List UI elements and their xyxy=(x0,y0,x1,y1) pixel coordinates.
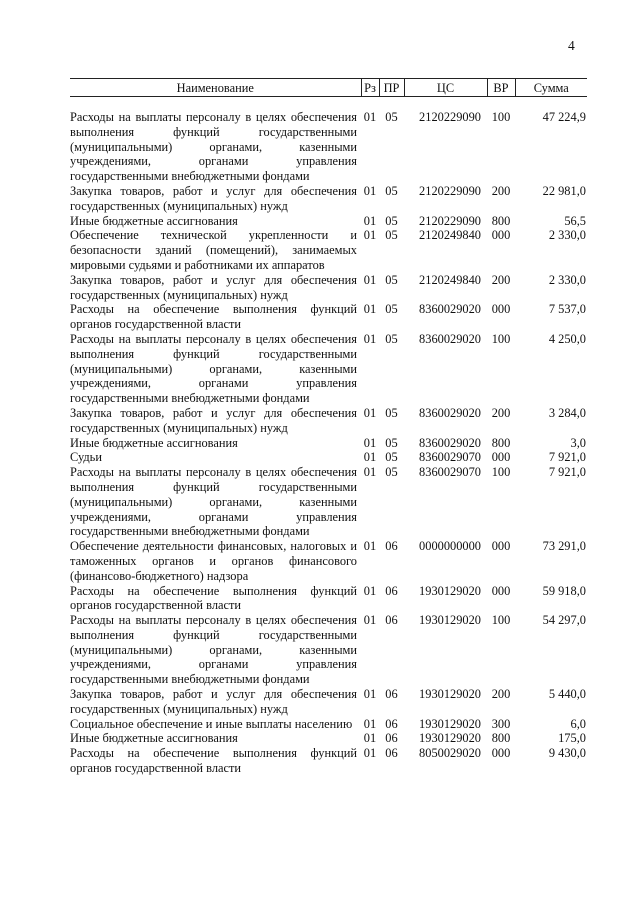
row-name: Расходы на выплаты персоналу в целях обеспечения выполнения функций государственными (муниципальными) органами, казенными учреждениями, органами управления государственными внебюджетными фондами xyxy=(70,331,357,406)
row-sum: 175,0 xyxy=(558,731,586,746)
row-cs: 8360029070 xyxy=(419,465,481,480)
row-cs: 2120229090 xyxy=(419,183,481,198)
row-pr: 05 xyxy=(385,465,398,480)
row-vr: 200 xyxy=(491,405,511,420)
row-cs: 0000000000 xyxy=(419,539,481,554)
row-vr: 100 xyxy=(491,613,511,628)
header-rz: Рз xyxy=(361,79,379,97)
row-name: Социальное обеспечение и иные выплаты населению xyxy=(70,716,353,731)
page-number: 4 xyxy=(568,38,575,53)
row-cs: 8360029070 xyxy=(419,450,481,465)
row-sum: 7 921,0 xyxy=(548,465,586,480)
table-row xyxy=(70,450,587,465)
row-rz: 01 xyxy=(363,746,377,761)
row-pr: 05 xyxy=(385,213,398,228)
row-vr: 100 xyxy=(491,465,511,480)
row-vr: 800 xyxy=(491,435,511,450)
row-rz: 01 xyxy=(363,435,377,450)
row-cs: 8360029020 xyxy=(419,435,481,450)
row-sum: 6,0 xyxy=(570,716,586,731)
row-pr: 06 xyxy=(385,731,398,746)
table-row xyxy=(70,332,587,406)
row-rz: 01 xyxy=(363,716,377,731)
row-sum: 9 430,0 xyxy=(548,746,586,761)
row-name: Расходы на выплаты персоналу в целях обеспечения выполнения функций государственными (муниципальными) органами, казенными учреждениями, органами управления государственными внебюджетными фондами xyxy=(70,110,357,184)
row-name: Расходы на обеспечение выполнения функций органов государственной власти xyxy=(70,746,357,776)
row-name: Обеспечение технической укрепленности и безопасности зданий (помещений), занимаемых мировыми судьями и работниками их аппаратов xyxy=(70,228,357,272)
row-cs: 1930129020 xyxy=(419,731,481,746)
row-vr: 200 xyxy=(491,272,511,287)
row-rz: 01 xyxy=(363,110,377,124)
row-rz: 01 xyxy=(363,465,377,480)
row-cs: 8360029020 xyxy=(419,405,481,420)
row-name: Иные бюджетные ассигнования xyxy=(70,213,238,228)
row-sum: 56,5 xyxy=(564,213,586,228)
row-rz: 01 xyxy=(363,213,377,228)
row-sum: 54 297,0 xyxy=(542,613,586,628)
row-cs: 8050029020 xyxy=(419,746,481,761)
row-rz: 01 xyxy=(363,687,377,702)
table-row xyxy=(70,717,587,732)
header-cs: ЦС xyxy=(404,79,487,97)
row-pr: 05 xyxy=(385,405,398,420)
header-name: Наименование xyxy=(70,79,361,97)
table-row xyxy=(70,687,587,717)
table-body xyxy=(70,97,587,776)
row-rz: 01 xyxy=(363,331,377,346)
row-cs: 2120229090 xyxy=(419,110,481,124)
row-rz: 01 xyxy=(363,272,377,287)
row-vr: 300 xyxy=(491,716,511,731)
row-pr: 05 xyxy=(385,302,398,317)
row-pr: 06 xyxy=(385,539,398,554)
header-vr: ВР xyxy=(487,79,515,97)
row-rz: 01 xyxy=(363,539,377,554)
row-pr: 05 xyxy=(385,331,398,346)
table-row xyxy=(70,539,587,583)
row-rz: 01 xyxy=(363,450,377,465)
row-cs: 2120249840 xyxy=(419,228,481,243)
row-sum: 2 330,0 xyxy=(548,272,586,287)
row-sum: 4 250,0 xyxy=(548,331,586,346)
table-header xyxy=(70,79,587,97)
row-vr: 800 xyxy=(491,213,511,228)
row-cs: 8360029020 xyxy=(419,331,481,346)
row-cs: 1930129020 xyxy=(419,583,481,598)
row-vr: 000 xyxy=(491,302,511,317)
row-sum: 47 224,9 xyxy=(542,110,586,124)
row-rz: 01 xyxy=(363,583,377,598)
row-pr: 06 xyxy=(385,583,398,598)
budget-table xyxy=(70,78,587,776)
row-sum: 3,0 xyxy=(570,435,586,450)
row-pr: 05 xyxy=(385,183,398,198)
row-vr: 200 xyxy=(491,687,511,702)
row-name: Закупка товаров, работ и услуг для обеспечения государственных (муниципальных) нужд xyxy=(70,272,357,302)
row-pr: 05 xyxy=(385,450,398,465)
row-pr: 05 xyxy=(385,228,398,243)
row-pr: 06 xyxy=(385,716,398,731)
row-name: Закупка товаров, работ и услуг для обеспечения государственных (муниципальных) нужд xyxy=(70,687,357,716)
row-name: Обеспечение деятельности финансовых, налоговых и таможенных органов и органов финансового (финансово-бюджетного) надзора xyxy=(70,539,357,583)
row-pr: 06 xyxy=(385,687,398,702)
table-row xyxy=(70,184,587,214)
table-row xyxy=(70,97,587,184)
row-sum: 22 981,0 xyxy=(542,183,586,198)
row-cs: 1930129020 xyxy=(419,613,481,628)
table-row xyxy=(70,273,587,303)
table-row xyxy=(70,746,587,776)
row-vr: 100 xyxy=(491,110,511,124)
header-row xyxy=(70,79,587,97)
row-vr: 100 xyxy=(491,331,511,346)
table-row xyxy=(70,302,587,332)
table-row xyxy=(70,228,587,272)
row-cs: 1930129020 xyxy=(419,687,481,702)
row-rz: 01 xyxy=(363,405,377,420)
row-pr: 05 xyxy=(385,435,398,450)
row-name: Расходы на выплаты персоналу в целях обеспечения выполнения функций государственными (муниципальными) органами, казенными учреждениями, органами управления государственными внебюджетными фондами xyxy=(70,465,357,539)
row-name: Закупка товаров, работ и услуг для обеспечения государственных (муниципальных) нужд xyxy=(70,405,357,435)
row-name: Расходы на обеспечение выполнения функций органов государственной власти xyxy=(70,583,357,613)
row-vr: 200 xyxy=(491,183,511,198)
row-vr: 800 xyxy=(491,731,511,746)
row-pr: 05 xyxy=(385,272,398,287)
row-pr: 06 xyxy=(385,613,398,628)
header-pr: ПР xyxy=(379,79,404,97)
table-row xyxy=(70,465,587,539)
row-vr: 000 xyxy=(491,746,511,761)
row-vr: 000 xyxy=(491,539,511,554)
row-vr: 000 xyxy=(491,228,511,243)
row-sum: 7 921,0 xyxy=(548,450,586,465)
table-row xyxy=(70,406,587,436)
row-cs: 2120229090 xyxy=(419,213,481,228)
row-rz: 01 xyxy=(363,731,377,746)
table-row xyxy=(70,613,587,687)
row-name: Иные бюджетные ассигнования xyxy=(70,731,238,746)
table-row xyxy=(70,731,587,746)
row-name: Расходы на выплаты персоналу в целях обеспечения выполнения функций государственными (муниципальными) органами, казенными учреждениями, органами управления государственными внебюджетными фондами xyxy=(70,613,357,687)
row-pr: 06 xyxy=(385,746,398,761)
row-cs: 1930129020 xyxy=(419,716,481,731)
row-sum: 7 537,0 xyxy=(548,302,586,317)
row-name: Иные бюджетные ассигнования xyxy=(70,435,238,450)
row-sum: 5 440,0 xyxy=(548,687,586,702)
table-row xyxy=(70,214,587,229)
row-sum: 2 330,0 xyxy=(548,228,586,243)
row-rz: 01 xyxy=(363,183,377,198)
row-sum: 73 291,0 xyxy=(542,539,586,554)
row-vr: 000 xyxy=(491,583,511,598)
row-sum: 59 918,0 xyxy=(542,583,586,598)
row-cs: 2120249840 xyxy=(419,272,481,287)
row-vr: 000 xyxy=(491,450,511,465)
row-sum: 3 284,0 xyxy=(548,405,586,420)
row-rz: 01 xyxy=(363,228,377,243)
row-rz: 01 xyxy=(363,613,377,628)
row-rz: 01 xyxy=(363,302,377,317)
row-cs: 8360029020 xyxy=(419,302,481,317)
row-name: Расходы на обеспечение выполнения функций органов государственной власти xyxy=(70,302,357,332)
table-row xyxy=(70,584,587,614)
table-row xyxy=(70,436,587,451)
row-name: Судьи xyxy=(70,450,102,465)
row-pr: 05 xyxy=(385,110,398,124)
row-name: Закупка товаров, работ и услуг для обеспечения государственных (муниципальных) нужд xyxy=(70,183,357,213)
header-sum: Сумма xyxy=(515,79,587,97)
